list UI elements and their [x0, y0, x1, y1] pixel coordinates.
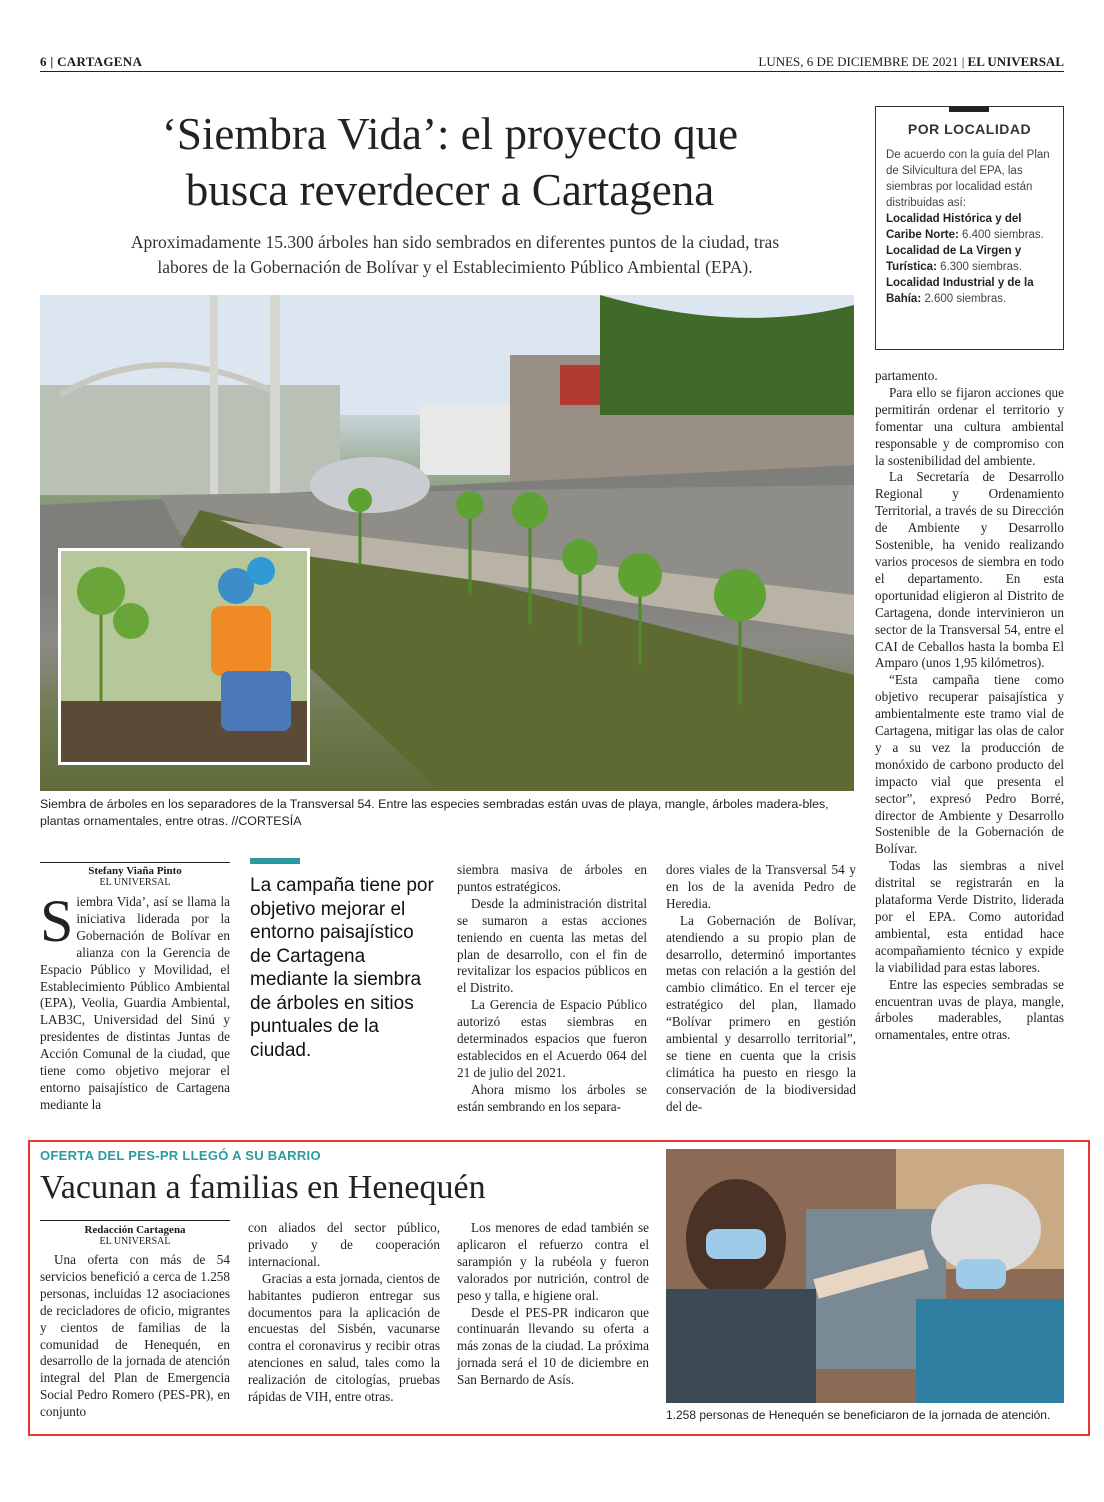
deck-line: Aproximadamente 15.300 árboles han sido sembrados en diferentes puntos de la ciudad, tras [130, 232, 780, 252]
sidebar-accent-bar [949, 106, 989, 112]
section-name: CARTAGENA [57, 54, 143, 69]
article-paragraph [40, 888, 230, 1114]
sidebar-item [886, 275, 1053, 307]
sidebar-item-label: Localidad Industrial y de la Bahía: [886, 277, 1034, 305]
article2-column-1 [40, 1252, 230, 1421]
byline-outlet: EL UNIVERSAL [99, 877, 171, 888]
article-paragraph: “Esta campaña tiene como objetivo recuperar paisajística y ambientalmente este tramo vial de Cartagena, mitigar las olas de calor y a su vez la producción de monóxido de carbono producto del impacto vial que presenta el sector”, expresó Pedro Borré, director de Ambiente y Desarrollo Sostenible de la Gobernación de Bolívar. [875, 672, 1064, 857]
page-folio: 6 | CARTAGENA [40, 54, 143, 69]
article2-byline [40, 1220, 230, 1248]
article2-headline: Vacunan a familias en Henequén [40, 1169, 486, 1206]
page-dateline: LUNES, 6 DE DICIEMBRE DE 2021 | EL UNIVERSAL [758, 54, 1064, 69]
vaccination-photo-caption: 1.258 personas de Henequén se beneficiaron de la jornada de atención. [666, 1408, 1051, 1422]
vaccination-photo [666, 1149, 1064, 1403]
byline-outlet: EL UNIVERSAL [99, 1236, 171, 1247]
article-paragraph: La Secretaría de Desarrollo Regional y Ordenamiento Territorial, a través de su Dirección de Ambiente y Desarrollo Sostenible, ha venido realizando varios procesos de siembra en todo el departamento. En esta oportunidad eligieron al Distrito de Cartagena, donde intervinieron un sector de la Transversal 54, entre el CAI de Ceballos hasta la bomba El Amparo (unos 1,95 kilómetros). [875, 469, 1064, 671]
page-header [40, 52, 1064, 72]
article-paragraph: Ahora mismo los árboles se están sembrando en los separa- [457, 1081, 647, 1114]
article-column-5 [875, 368, 1064, 1044]
article-paragraph: Entre las especies sembradas se encuentran uvas de playa, mangle, árboles maderables, plantas ornamentales, entre otras. [875, 976, 1064, 1043]
article-paragraph: siembra masiva de árboles en puntos estratégicos. [457, 862, 647, 894]
article-paragraph: Los menores de edad también se aplicaron el refuerzo contra el sarampión y la rubéola y fueron valorados por nutrición, control de peso y talla, e higiene oral. [457, 1220, 649, 1303]
drop-cap: S [40, 888, 74, 954]
sidebar-item-value: 6.400 siembras. [958, 229, 1044, 241]
sidebar-intro: De acuerdo con la guía del Plan de Silvicultura del EPA, las siembras por localidad están distribuidas así: [886, 149, 1050, 209]
publication-name: EL UNIVERSAL [967, 54, 1064, 69]
article-paragraph: Para ello se fijaron acciones que permitirán ordenar el territorio y fomentar una cultura ambiental responsable y de compromiso con la sostenibilidad del ambiente. [875, 384, 1064, 468]
article-paragraph: Gracias a esta jornada, cientos de habitantes pudieron entregar sus documentos para la aplicación de encuestas del Sisbén, vacunarse contra el coronavirus y recibir otras atenciones en salud, tales como la realización de citologías, pruebas rápidas de VIH, entre otras. [248, 1270, 440, 1405]
page-number: 6 [40, 54, 47, 69]
article-paragraph: con aliados del sector público, privado y de cooperación internacional. [248, 1220, 440, 1269]
main-photo-caption: Siembra de árboles en los separadores de la Transversal 54. Entre las especies sembradas están uvas de playa, mangle, árboles madera-bles, plantas ornamentales, entre otras. //CORTESÍA [40, 797, 829, 828]
article-paragraph: Todas las siembras a nivel distrital se registrarán en la plataforma Verde Distrito, liderada por el EPA. Como autoridad ambiental, esta entidad hace acompañamiento técnico y expide la viabilidad para estas labores. [875, 858, 1064, 975]
article-headline [80, 106, 820, 218]
byline-author: Stefany Viaña Pinto [88, 865, 182, 877]
article-paragraph: dores viales de la Transversal 54 y en los de la avenida Pedro de Heredia. [666, 862, 856, 911]
byline [40, 862, 230, 889]
headline-line: ‘Siembra Vida’: el proyecto que [161, 109, 739, 159]
worker-planting-illustration [61, 551, 307, 762]
sidebar-item [886, 243, 1053, 275]
sidebar-item [886, 211, 1053, 243]
paragraph-text: iembra Vida’, así se llama la iniciativa liderada por la Gobernación de Bolívar en alianza con la Gerencia de Espacio Público y Movilidad, el Establecimiento Público Ambiental (EPA), Veolia, Guardia Ambiental, LAB3C, Universidad del Sinú y presidentes de distintas Juntas de Acción Comunal de la ciudad, que tiene como objetivo mejorar el entorno paisajístico de Cartagena mediante la [40, 894, 230, 1112]
pull-quote-accent [250, 858, 300, 864]
article2-kicker: OFERTA DEL PES-PR LLEGÓ A SU BARRIO [40, 1148, 321, 1163]
article-paragraph: La Gerencia de Espacio Público autorizó estas siembras en determinados espacios que fueron establecidos en el Acuerdo 064 del 21 de julio del 2021. [457, 997, 647, 1080]
article-column-3 [457, 862, 647, 1116]
sidebar-item-value: 2.600 siembras. [921, 293, 1007, 305]
issue-date: LUNES, 6 DE DICIEMBRE DE 2021 [758, 54, 959, 69]
article-column-4 [666, 862, 856, 1116]
byline-author: Redacción Cartagena [84, 1224, 186, 1236]
article-paragraph: Una oferta con más de 54 servicios benefició a cerca de 1.258 personas, incluidas 12 asociaciones de recicladores de oficio, migrantes y cientos de familias de la comunidad de Henequén, en desarrollo de la jornada de atención integral del Plan de Emergencia Social Pedro Romero (PES-PR), en conjunto [40, 1252, 230, 1420]
article-paragraph: La Gobernación de Bolívar, atendiendo a su propio plan de desarrollo, determinó importantes metas con relación a la gestión del cambio climático. En el tercer eje estratégico del plan, llamado “Bolívar primero en gestión ambiental y desarrollo territorial”, se tiene en cuenta que la crisis climática ha puesto en riesgo la conservación de la biodiversidad del de- [666, 912, 856, 1114]
article2-column-3 [457, 1220, 649, 1389]
sidebar-item-label: Localidad de La Virgen y Turística: [886, 245, 1022, 273]
pull-quote-text: La campaña tiene por objetivo mejorar el entorno paisajístico de Cartagena mediante la siembra de árboles en sitios puntuales de la ciudad. [250, 875, 434, 1061]
pull-quote [250, 858, 440, 1062]
article-paragraph: partamento. [875, 368, 938, 383]
article2-column-2 [248, 1220, 440, 1406]
deck-line: labores de la Gobernación de Bolívar y el Establecimiento Público Ambiental (EPA). [157, 257, 753, 277]
article-paragraph: Desde el PES-PR indicaron que continuarán llevando su oferta a más zonas de la ciudad. La próxima jornada será el 10 de diciembre en San Bernardo de Asís. [457, 1304, 649, 1388]
inset-photo [58, 548, 310, 765]
sidebar-box [875, 106, 1064, 350]
vaccination-illustration [666, 1149, 1064, 1403]
article-column-1 [40, 888, 230, 1114]
sidebar-item-label: Localidad Histórica y del Caribe Norte: [886, 213, 1022, 241]
article-deck [80, 230, 830, 280]
sidebar-title: POR LOCALIDAD [907, 121, 1032, 137]
article-paragraph: Desde la administración distrital se sumaron a estas acciones teniendo en cuenta las metas del plan de desarrollo, con el fin de revitalizar los espacios públicos en el Distrito. [457, 895, 647, 996]
sidebar-item-value: 6.300 siembras. [936, 261, 1022, 273]
headline-line: busca reverdecer a Cartagena [185, 165, 715, 215]
